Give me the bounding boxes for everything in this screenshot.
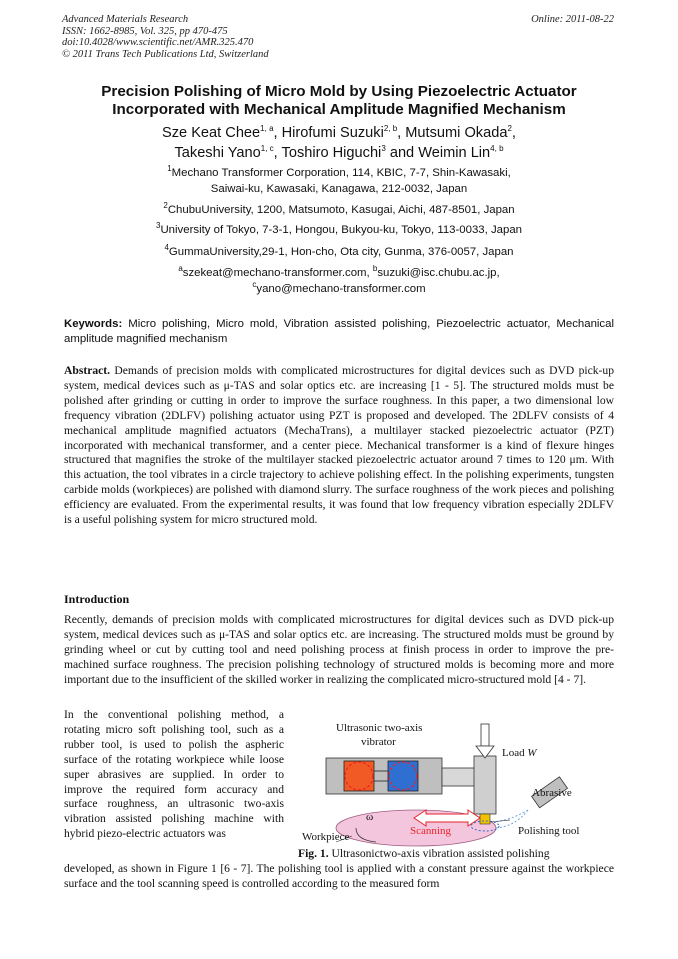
label-vibrator-2: vibrator — [361, 736, 396, 748]
keywords — [64, 317, 614, 347]
copyright: © 2011 Trans Tech Publications Ltd, Switzerland — [62, 48, 269, 60]
author-name: Toshiro Higuchi — [281, 145, 382, 161]
label-abrasive: Abrasive — [532, 787, 572, 799]
author-sup: 1, c — [260, 144, 274, 154]
author-name: Mutsumi Okada — [405, 125, 508, 141]
author-sup: 2 — [507, 124, 512, 134]
figure-1-diagram — [296, 716, 614, 866]
aff-sup: 2 — [163, 201, 168, 211]
section-heading: Introduction — [64, 592, 130, 606]
aff-sup: 4 — [164, 243, 169, 253]
keywords-text: Micro polishing, Micro mold, Vibration assisted polishing, Piezoelectric actuator, Mechanical amplitude magnified mechanism — [64, 318, 614, 345]
caption-text: Ultrasonictwo-axis vibration assisted polishing — [328, 847, 550, 860]
abstract — [64, 364, 614, 528]
email-sup: a — [178, 264, 183, 274]
author-name: Sze Keat Chee — [162, 125, 261, 141]
label-polishing-tool: Polishing tool — [518, 825, 580, 837]
doi: doi:10.4028/www.scientific.net/AMR.325.470 — [62, 37, 254, 49]
aff-text: Mechano Transformer Corporation, 114, KBIC, 7-7, Shin-Kawasaki, — [171, 167, 511, 179]
affiliation-1 — [40, 166, 638, 197]
author-sup: 2, b — [383, 124, 398, 134]
tool-holder — [474, 756, 496, 814]
title-line-1: Precision Polishing of Micro Mold by Using Piezoelectric Actuator — [101, 83, 577, 100]
abrasive-spray — [494, 810, 528, 822]
affiliation-2 — [40, 203, 638, 219]
title-line-2: Incorporated with Mechanical Amplitude Magnified Mechanism — [112, 101, 566, 118]
online-date: Online: 2011-08-22 — [531, 14, 614, 25]
author-conjunction: and — [389, 145, 415, 161]
journal-name: Advanced Materials Research — [62, 14, 189, 25]
affiliation-3 — [40, 223, 638, 239]
author-name: Hirofumi Suzuki — [281, 125, 384, 141]
author-list: Sze Keat Chee$^{1, a}$, Hirofumi Suzuki$^{2, b}$, Mutsumi Okada$^2$, Takeshi Yano$^{1, c}$, Toshiro Higuchi$^3$ and Weimin Lin$^{4, b}$ — [162, 124, 516, 161]
label-omega: ω — [366, 811, 374, 823]
label-vibrator-1: Ultrasonic two-axis — [336, 722, 423, 734]
label-workpiece: Workpiece — [302, 831, 350, 843]
aff-text: ChubuUniversity, 1200, Matsumoto, Kasugai, Aichi, 487-8501, Japan — [167, 204, 515, 216]
aff-text: GummaUniversity,29-1, Hon-cho, Ota city, Gunma, 376-0057, Japan — [168, 246, 514, 258]
paper-title — [40, 83, 638, 119]
aff-text: University of Tokyo, 7-3-1, Hongou, Bukyou-ku, Tokyo, 113-0033, Japan — [160, 224, 522, 236]
piezo-block-orange — [344, 761, 374, 791]
caption-number: Fig. 1. — [298, 847, 329, 860]
email-link[interactable]: yano@mechano-transformer.com — [256, 282, 426, 295]
author-name: Weimin Lin — [418, 145, 491, 161]
abstract-label: Abstract. — [64, 364, 111, 377]
email-sup: b — [372, 264, 378, 274]
figure-caption — [298, 847, 618, 860]
continuation-paragraph: developed, as shown in Figure 1 [6 - 7]. The polishing tool is applied with a constant pressure against the workpiece surface and the tool scanning speed is controlled according to the measured form — [64, 862, 614, 890]
author-sup: 3 — [381, 144, 386, 154]
email-block — [40, 266, 638, 297]
aff-sup: 1 — [167, 164, 172, 174]
email-sup: c — [252, 279, 257, 289]
journal-header — [62, 14, 269, 60]
intro-paragraph: Recently, demands of precision molds with complicated microstructures for digital devices such as DVD pick-up system, medical devices such as μ-TAS and solar optics etc. are increasing. The structured molds must be ground by grinding wheel or cut by cutting tool and need polishing process at finish process in order to improve the pre-machined surface roughness. The precision polishing technology of structured molds is becoming more and more important due to the insufficient of the skilled worker in realizing the complicated micro-structured mold [4 - 7]. — [64, 613, 614, 686]
abstract-text: Demands of precision molds with complicated microstructures for digital devices such as DVD pick-up system, medical devices such as μ-TAS and solar optics etc. are increasing [1 - 5]. The structured molds must be polished after grinding or cutting in order to improve the surface roughness. In this paper, a two dimensional low frequency vibration (2DLFV) polishing actuator using PZT is proposed and developed. The 2DLFV consists of 4 mechanical amplitude magnified actuators (MechaTrans), a multilayer stacked piezoelectric actuator (PZT) incorporated with mechanical transformer, and a center piece. Mechanical transformer is a kind of flexure hinges structured that magnifies the stroke of the multilayer stacked piezoelectric actuator around 7 times to 120 μm. With this actuation, the tool vibrates in a circle trajectory to achieve polishing effect. In the polishing experiments, tungsten carbide molds (workpieces) are polished with diamond slurry. The surface roughness of the work pieces and polishing efficiency are evaluated. From the experimental results, it was found that low frequency vibration especially 2DLFV is a useful polishing system for micro structured mold. — [64, 364, 614, 527]
label-scanning: Scanning — [410, 825, 451, 837]
issn: ISSN: 1662-8985, Vol. 325, pp 470-475 — [62, 25, 228, 37]
author-name: Takeshi Yano — [174, 145, 261, 161]
label-load: Load W — [502, 747, 537, 759]
wrapped-paragraph: In the conventional polishing method, a rotating micro soft polishing tool, such as a rubber tool, is used to polish the aspheric surface of the rotating workpiece while loose super abrasives are supplied. In order to improve the required form accuracy and surface roughness, an ultrasonic two-axis vibration assisted polishing machine with hybrid piezo-electric actuators was — [64, 708, 284, 841]
piezo-block-blue — [388, 761, 418, 791]
affiliation-4 — [40, 245, 638, 261]
author-sup: 1, a — [260, 124, 274, 134]
polishing-tool-tip — [480, 814, 490, 824]
email-link[interactable]: szekeat@mechano-transformer.com, — [182, 267, 373, 279]
author-sup: 4, b — [490, 144, 504, 154]
aff-sup: 3 — [156, 221, 161, 231]
keywords-label: Keywords: — [64, 318, 123, 330]
vibrator-housing — [326, 758, 442, 794]
email-link[interactable]: suzuki@isc.chubu.ac.jp, — [377, 267, 500, 279]
aff-text: Saiwai-ku, Kawasaki, Kanagawa, 212-0032, Japan — [210, 182, 468, 195]
load-arrow — [481, 724, 489, 746]
